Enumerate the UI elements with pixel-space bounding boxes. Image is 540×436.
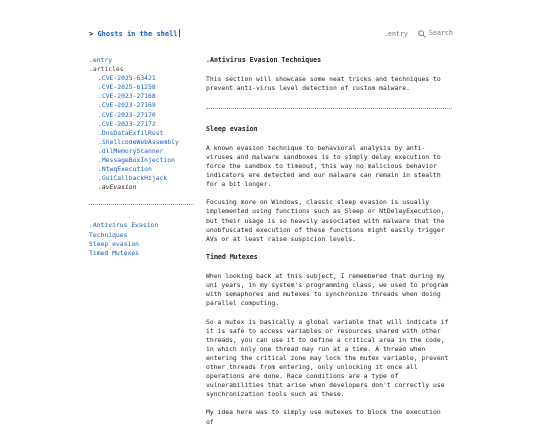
paragraph: So a mutex is basically a global variable that will indicate if it is safe to access variables or resources shared with other threads, you can use it to define a critical area in the code, in which only one thread may run at a time. A thread when entering the critical zone may lock the mutex variable, prevent other threads from entering, only unlocking it once all operations are done. Race conditions are a type of vulnerabilities that arise when developers don't correctly use synchronization tools such as these.: [206, 317, 449, 399]
intro-paragraph: This section will showcase some neat tricks and techniques to prevent anti-virus level detection of custom malware.: [206, 75, 441, 93]
search-button[interactable]: [418, 29, 453, 38]
content-divider: [206, 108, 452, 109]
toc-link[interactable]: Techniques: [89, 230, 128, 239]
sidebar-divider: [89, 204, 194, 205]
search-icon: [418, 30, 426, 38]
prompt-symbol: >: [89, 30, 94, 38]
toc-link[interactable]: Sleep evasion: [89, 239, 140, 248]
article-list: [89, 74, 201, 192]
article-link[interactable]: .CVE-2025-61258: [98, 83, 156, 92]
article-link[interactable]: .CVE-2023-27172: [98, 119, 156, 128]
current-article: .avEvasion: [98, 183, 137, 192]
article-link[interactable]: .CVE-2023-27168: [98, 92, 156, 101]
article-link[interactable]: .CVE-2023-27170: [98, 110, 156, 119]
blinking-cursor: [179, 29, 180, 37]
article-content: [206, 56, 452, 436]
sidebar: [89, 56, 201, 258]
search-label: Search: [429, 29, 453, 37]
toc-link[interactable]: Timed Mutexes: [89, 248, 140, 257]
article-link[interactable]: .ShellcodeWebAssembly: [98, 137, 179, 146]
paragraph: When looking back at this subject, I remembered that during my uni years, in my system's programming class, we used to program with semaphores and mutexes to synchronize threads when doing parallel computing.: [206, 272, 449, 308]
paragraph: My idea here was to simply use mutexes to block the execution of: [206, 408, 441, 426]
sidebar-articles-label: .articles: [89, 65, 124, 74]
article-link[interactable]: .CVE-2023-27169: [98, 101, 156, 110]
article-link[interactable]: .DnsDataExfilRust: [98, 128, 164, 137]
toc-link[interactable]: .Antivirus Evasion: [89, 221, 159, 230]
table-of-contents: [89, 221, 201, 257]
sidebar-root-link[interactable]: .entry: [89, 56, 113, 64]
section-heading: Sleep evasion: [206, 124, 258, 133]
paragraph: A known evasion technique to behavioral analysis by anti-viruses and malware sandboxes is to simply delay execution to force the sandbox to timeout, this way no malicious behavior indicators are detected and our malware can remain in stealth for a bit longer.: [206, 143, 441, 189]
article-link[interactable]: .GuiCallbackHijack: [98, 174, 168, 183]
nav-entry-link[interactable]: .entry: [384, 30, 408, 38]
article-link[interactable]: .NtwqExecution: [98, 165, 152, 174]
page-title: .Antivirus Evasion Techniques: [206, 56, 322, 64]
article-link[interactable]: .MessageBoxInjection: [98, 156, 175, 165]
article-link[interactable]: .dllMemoryScanner: [98, 146, 164, 155]
article-link[interactable]: .CVE-2025-63421: [98, 74, 156, 83]
section-heading: Timed Mutexes: [206, 252, 258, 261]
site-logo[interactable]: [89, 29, 180, 40]
paragraph: Focusing more on Windows, classic sleep evasion is usually implemented using functions such as Sleep or NtDelayExecution, but their usage is so heavily associated with malware that the unobfuscated execution of these functions might easily trigger AVs or at least raise suspicion levels.: [206, 198, 445, 243]
site-title[interactable]: Ghosts in the shell: [97, 30, 178, 38]
